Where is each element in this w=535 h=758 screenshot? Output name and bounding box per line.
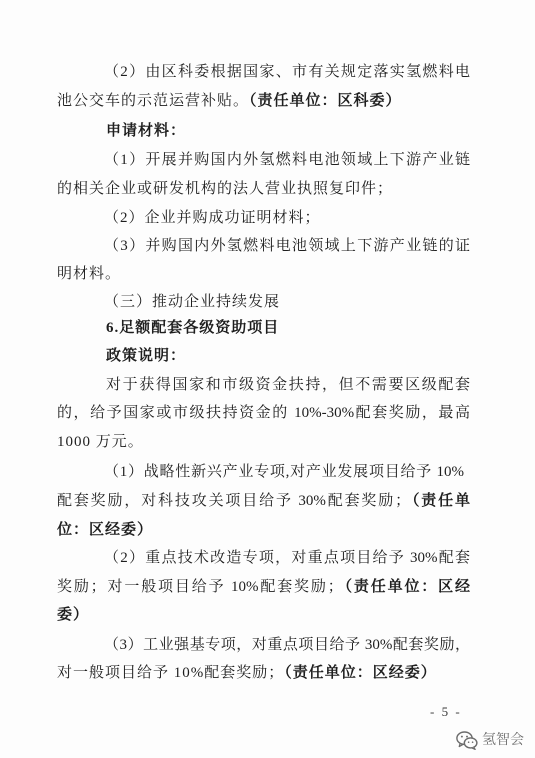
line-text: 奖励；对一般项目给予 10%配套奖励； bbox=[57, 579, 343, 595]
line-text: 对一般项目给予 10%配套奖励； bbox=[57, 665, 285, 681]
item-heading bbox=[106, 319, 279, 337]
section-heading bbox=[104, 293, 280, 311]
line-text: 的，给予国家或市级扶持资金的 10%-30%配套奖励，最高 bbox=[57, 405, 470, 421]
line-text: （1）战略性新兴产业专项,对产业发展项目给予 10% bbox=[104, 464, 464, 480]
line-text: 的相关企业或研发机构的法人营业执照复印件； bbox=[57, 181, 394, 197]
heading-text: 6.足额配套各级资助项目 bbox=[106, 320, 280, 336]
policy-description-heading bbox=[106, 347, 186, 365]
body-text-line bbox=[104, 237, 470, 255]
body-text-line bbox=[57, 265, 121, 283]
body-text-line bbox=[104, 209, 321, 227]
line-text: （2）由区科委根据国家、市有关规定落实氢燃料电 bbox=[104, 64, 470, 80]
body-text-line bbox=[57, 492, 470, 510]
line-text: 对于获得国家和市级资金扶持，但不需要区级配套 bbox=[106, 377, 470, 393]
line-text: 1000 万元。 bbox=[57, 434, 144, 450]
body-text-line bbox=[57, 92, 402, 110]
watermark bbox=[456, 729, 524, 751]
line-text: 位：区经委） bbox=[57, 522, 154, 538]
body-text-line bbox=[57, 433, 144, 451]
responsibility-unit-note: （责任单位：区经 bbox=[342, 579, 470, 595]
line-text: （2）重点技术改造专项，对重点项目给予 30%配套 bbox=[104, 550, 470, 566]
body-text-line bbox=[104, 463, 464, 481]
body-text-line bbox=[104, 151, 470, 169]
line-text: （3）并购国内外氢燃料电池领域上下游产业链的证 bbox=[104, 238, 470, 254]
line-text: 委） bbox=[57, 607, 90, 623]
line-text: （2）企业并购成功证明材料； bbox=[104, 210, 321, 226]
body-text-line bbox=[104, 636, 470, 654]
line-text: 明材料。 bbox=[57, 266, 122, 282]
line-text: （1）开展并购国内外氢燃料电池领域上下游产业链 bbox=[104, 152, 470, 168]
heading-text: （三）推动企业持续发展 bbox=[104, 294, 281, 310]
body-text-line bbox=[57, 664, 437, 682]
heading-text: 政策说明： bbox=[106, 348, 187, 364]
wechat-icon bbox=[456, 731, 478, 750]
line-text: （3）工业强基专项，对重点项目给予 30%配套奖励， bbox=[104, 637, 470, 653]
responsibility-unit-note: （责任单位：区科委） bbox=[249, 93, 402, 109]
body-text-line bbox=[104, 549, 470, 567]
responsibility-unit-note: （责任单 bbox=[410, 493, 470, 509]
body-text-line bbox=[57, 578, 470, 596]
line-text: 池公交车的示范运营补贴。 bbox=[57, 93, 250, 109]
watermark-label: 氢智会 bbox=[482, 732, 524, 748]
heading-text: 申请材料： bbox=[106, 123, 187, 139]
body-text-line bbox=[106, 376, 470, 394]
application-materials-heading bbox=[106, 122, 186, 140]
body-text-line bbox=[104, 63, 470, 81]
body-text-line bbox=[57, 404, 470, 422]
responsibility-unit-note: （责任单位：区经委） bbox=[284, 665, 437, 681]
body-text-line bbox=[57, 180, 393, 198]
responsibility-unit-note bbox=[57, 606, 89, 624]
line-text: 配套奖励，对科技攻关项目给予 30%配套奖励； bbox=[57, 493, 411, 509]
page-number: - 5 - bbox=[430, 704, 462, 719]
responsibility-unit-note bbox=[57, 521, 153, 539]
